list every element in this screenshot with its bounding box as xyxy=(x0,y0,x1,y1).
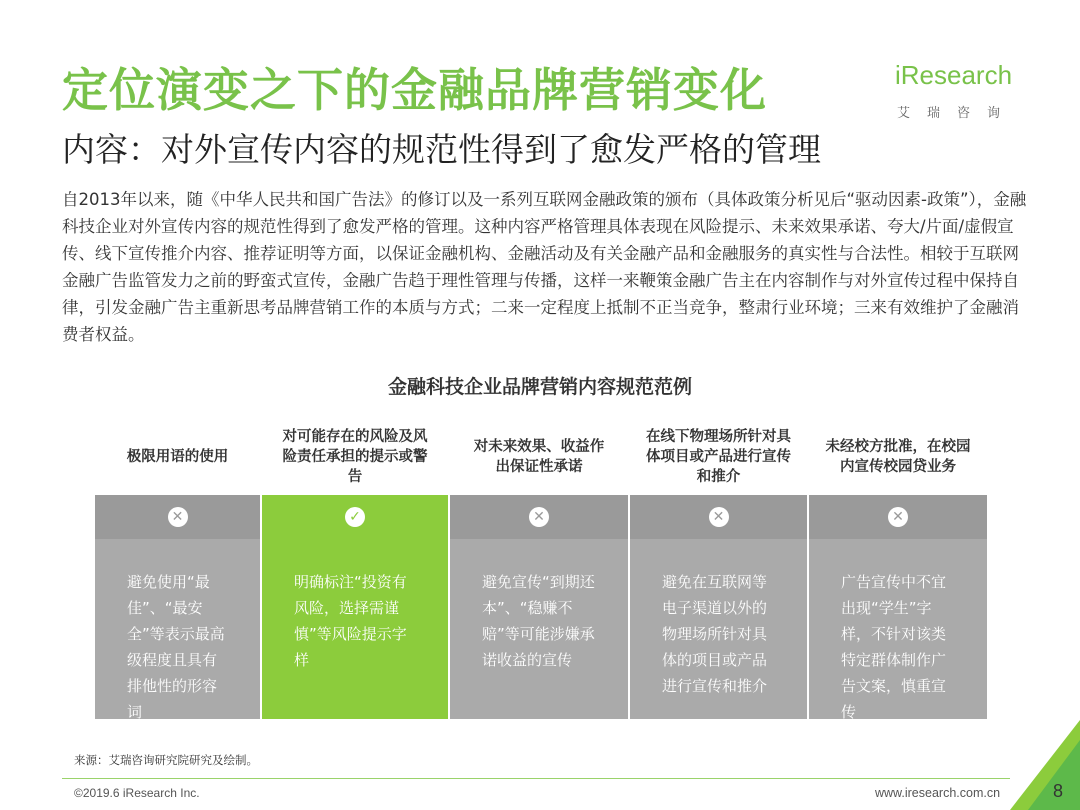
status-cell-1 xyxy=(95,495,260,539)
cross-icon: ✕ xyxy=(168,507,188,527)
status-cell-5 xyxy=(809,495,987,539)
cross-icon: ✕ xyxy=(529,507,549,527)
col-header-3: 对未来效果、收益作出保证性承诺 xyxy=(473,439,605,475)
check-icon: ✓ xyxy=(345,507,365,527)
logo-brand: iResearch xyxy=(895,60,1013,90)
page-title: 定位演变之下的金融品牌营销变化 xyxy=(62,63,767,117)
desc-cell-3: 避免宣传“到期还本”、“稳赚不赔”等可能涉嫌承诺收益的宣传 xyxy=(450,539,628,719)
source-note: 来源：艾瑞咨询研究院研究及绘制。 xyxy=(74,753,258,767)
website-link[interactable]: www.iresearch.com.cn xyxy=(875,786,1001,800)
desc-cell-5: 广告宣传中不宜出现“学生”字样，不针对该类特定群体制作广告文案，慎重宣传 xyxy=(809,539,987,719)
logo-cn: 艾瑞咨询 xyxy=(897,106,1018,121)
desc-cell-1: 避免使用“最佳”、“最安全”等表示最高级程度且具有排他性的形容词 xyxy=(95,539,260,719)
desc-cell-2: 明确标注“投资有风险，选择需谨慎”等风险提示字样 xyxy=(262,539,448,719)
iresearch-logo xyxy=(895,60,1025,122)
page-number: 8 xyxy=(1053,781,1064,801)
col-header-2: 对可能存在的风险及风险责任承担的提示或警告 xyxy=(282,429,428,485)
page-subtitle: 内容：对外宣传内容的规范性得到了愈发严格的管理 xyxy=(62,130,821,169)
table-title: 金融科技企业品牌营销内容规范范例 xyxy=(387,376,692,398)
cross-icon: ✕ xyxy=(888,507,908,527)
status-cell-2 xyxy=(262,495,448,539)
cross-icon: ✕ xyxy=(709,507,729,527)
footer-divider xyxy=(62,778,1010,779)
intro-paragraph: 自2013年以来，随《中华人民共和国广告法》的修订以及一系列互联网金融政策的颁布（具体政策分析见后“驱动因素-政策”），金融科技企业对外宣传内容的规范性得到了愈发严格的管理。这种内容严格管理具体表现在风险提示、未来效果承诺、夸大/片面/虚假宣传、线下宣传推介内容、推荐证明等方面，以保证金融机构、金融活动及有关金融产品和金融服务的真实性与合法性。相较于互联网金融广告监管发力之前的野蛮式宣传，金融广告趋于理性管理与传播，这样一来鞭策金融广告主在内容制作与对外宣传过程中保持自律，引发金融广告主重新思考品牌营销工作的本质与方式；二来一定程度上抵制不正当竞争，整肃行业环境；三来有效维护了金融消费者权益。 xyxy=(62,190,1027,344)
desc-cell-4: 避免在互联网等电子渠道以外的物理场所针对具体的项目或产品进行宣传和推介 xyxy=(630,539,807,719)
corner-decoration xyxy=(1010,720,1080,810)
col-header-5: 未经校方批准，在校园内宣传校园贷业务 xyxy=(825,439,971,475)
copyright: ©2019.6 iResearch Inc. xyxy=(74,786,200,800)
col-header-4: 在线下物理场所针对具体项目或产品进行宣传和推介 xyxy=(646,429,791,485)
status-cell-4 xyxy=(630,495,807,539)
status-cell-3 xyxy=(450,495,628,539)
col-header-1: 极限用语的使用 xyxy=(126,449,229,465)
